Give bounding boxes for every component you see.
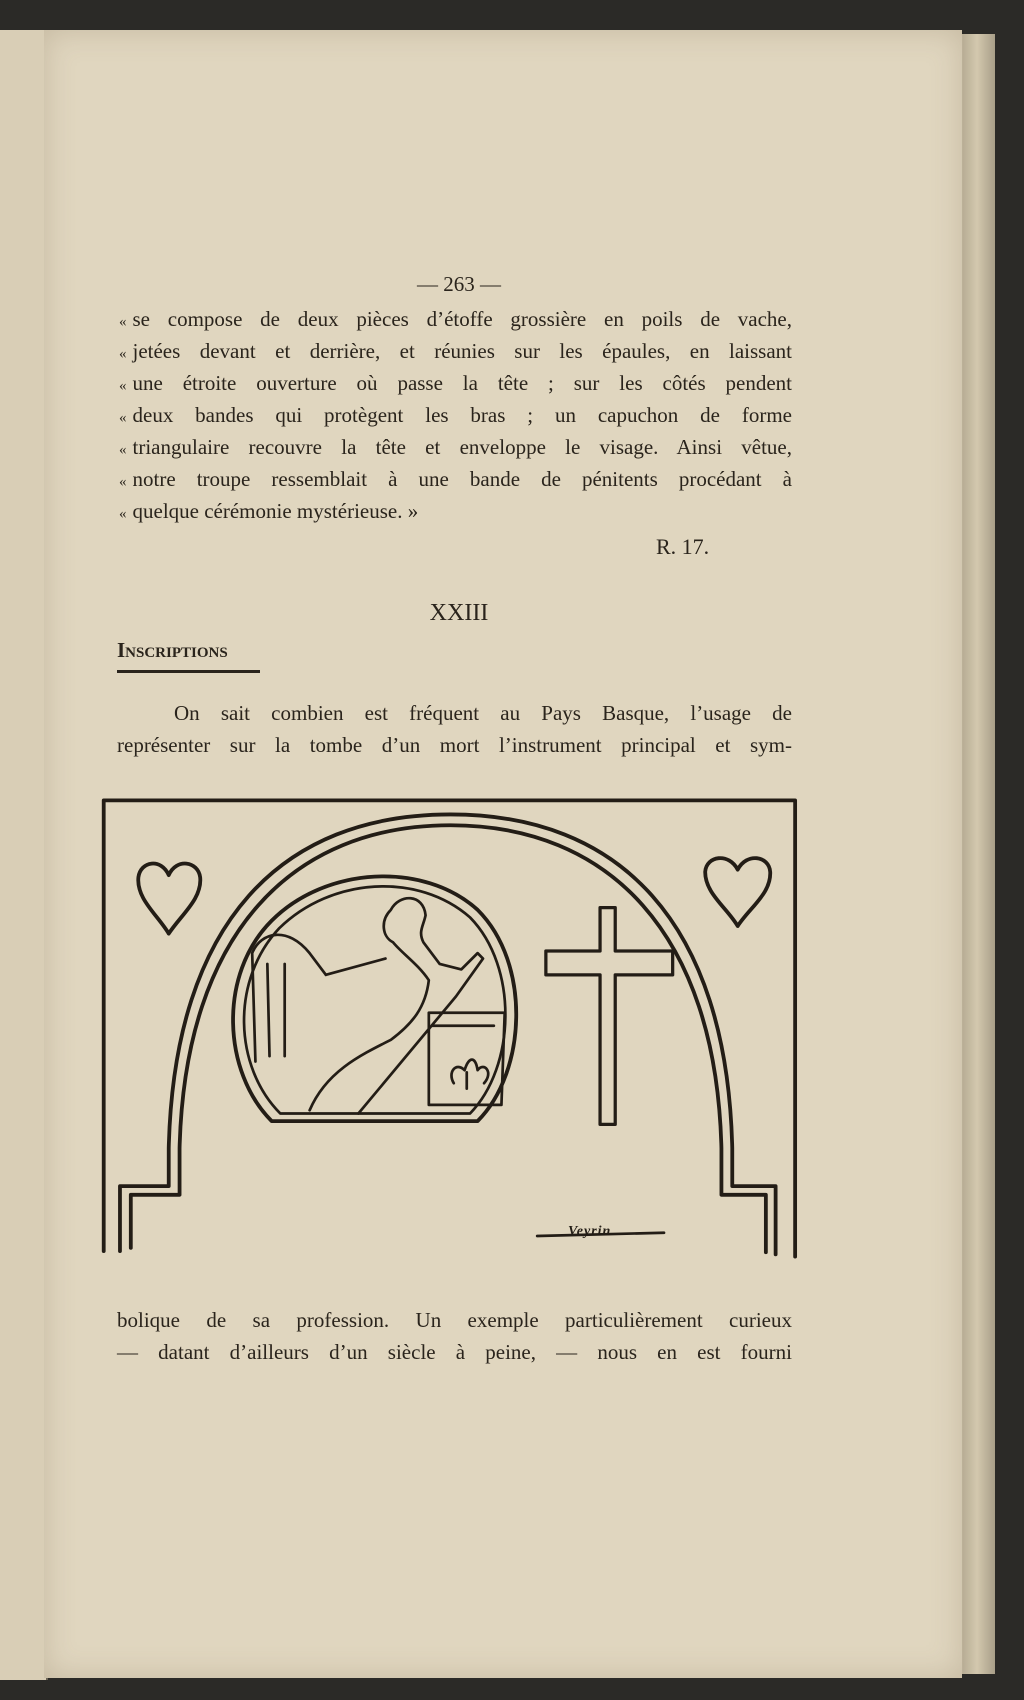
harpist-medallion <box>233 876 516 1121</box>
cross-icon <box>546 908 673 1125</box>
chapter-number: XXIII <box>429 600 489 626</box>
quote-line: « quelque cérémonie mystérieuse. » <box>119 499 419 523</box>
facing-page-edge <box>0 30 48 1680</box>
quote-line: « une étroite ouverture où passe la tête ; sur les côtés pendent <box>119 371 792 395</box>
section-title: Inscriptions <box>117 638 228 662</box>
quote-line: « triangulaire recouvre la tête et enveloppe le visage. Ainsi vêtue, <box>119 435 792 459</box>
section-title-underline <box>117 670 260 673</box>
tombstone-illustration <box>98 796 803 1262</box>
quote-line: « notre troupe ressemblait à une bande de pénitents procédant à <box>119 467 792 491</box>
heart-icon <box>705 858 770 926</box>
paragraph-line: bolique de sa profession. Un exemple particulièrement curieux <box>117 1308 792 1332</box>
page-number: — 263 — <box>417 272 501 296</box>
quote-line: « deux bandes qui protègent les bras ; un capuchon de forme <box>119 403 792 427</box>
reference: R. 17. <box>656 534 710 559</box>
quote-line: « se compose de deux pièces d’étoffe grossière en poils de vache, <box>119 307 792 331</box>
paragraph-line: représenter sur la tombe d’un mort l’instrument principal et sym- <box>117 733 792 757</box>
stone-frame <box>104 800 795 1256</box>
paragraph-line: — datant d’ailleurs d’un siècle à peine, — nous en est fourni <box>117 1340 792 1364</box>
heart-icon <box>138 864 200 934</box>
paragraph-line: On sait combien est fréquent au Pays Basque, l’usage de <box>174 701 792 725</box>
artist-signature: Veyrin <box>568 1224 612 1239</box>
quote-line: « jetées devant et derrière, et réunies sur les épaules, en laissant <box>119 339 792 363</box>
